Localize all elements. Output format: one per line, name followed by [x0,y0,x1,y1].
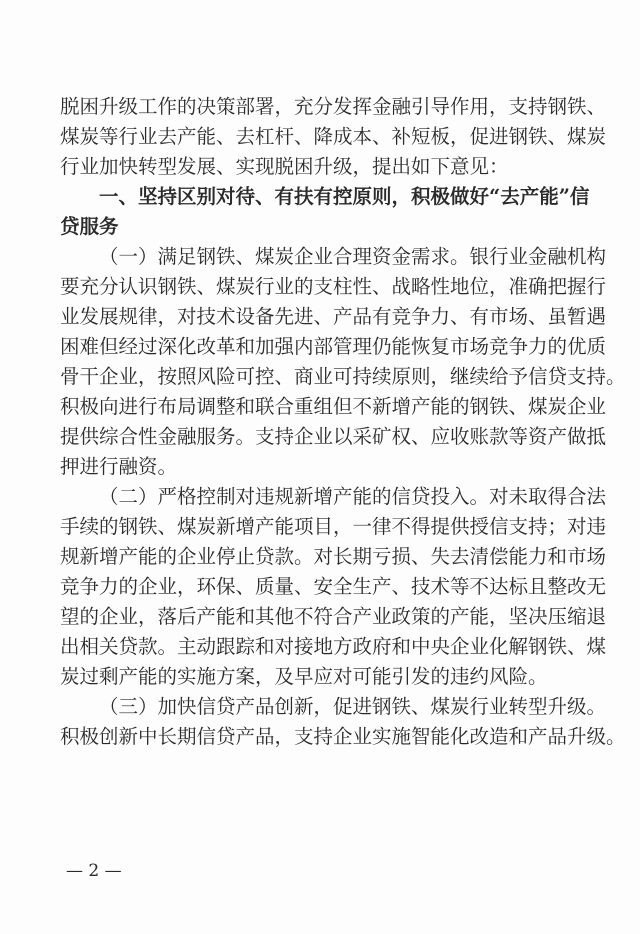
intro-paragraph [60,92,607,182]
text-line: 骨干企业，按照风险可控、商业可持续原则，继续给予信贷支持。 [60,365,626,388]
text-line: 困难但经过深化改革和加强内部管理仍能恢复市场竞争力的优质 [60,335,607,358]
item-1-paragraph [60,242,626,482]
text-line: （二）严格控制对违规新增产能的信贷投入。对未取得合法 [99,485,607,508]
text-line: 竞争力的企业，环保、质量、安全生产、技术等不达标且整改无 [60,575,607,598]
text-line: 规新增产能的企业停止贷款。对长期亏损、失去清偿能力和市场 [60,545,607,568]
text-line: 行业加快转型发展、实现脱困升级，提出如下意见： [60,155,509,178]
text-line: 提供综合性金融服务。支持企业以采矿权、应收账款等资产做抵 [60,425,607,448]
text-line: 煤炭等行业去产能、去杠杆、降成本、补短板，促进钢铁、煤炭 [60,125,607,148]
text-line: 脱困升级工作的决策部署，充分发挥金融引导作用，支持钢铁、 [60,95,607,118]
text-line: 手续的钢铁、煤炭新增产能项目，一律不得提供授信支持；对违 [60,515,607,538]
text-line: 要充分认识钢铁、煤炭行业的支柱性、战略性地位，准确把握行 [60,275,607,298]
text-line: 积极创新中长期信贷产品，支持企业实施智能化改造和产品升级。 [60,725,626,748]
text-line: （一）满足钢铁、煤炭企业合理资金需求。银行业金融机构 [99,245,607,268]
text-line: 炭过剩产能的实施方案，及早应对可能引发的违约风险。 [60,665,548,688]
text-line: 业发展规律，对技术设备先进、产品有竞争力、有市场、虽暂遇 [60,305,607,328]
item-3-paragraph [60,692,626,752]
page-number: — 2 — [66,861,122,881]
text-line: （三）加快信贷产品创新，促进钢铁、煤炭行业转型升级。 [99,695,607,718]
text-line: 望的企业，落后产能和其他不符合产业政策的产能，坚决压缩退 [60,605,607,628]
section-heading [60,182,590,242]
text-line: 出相关贷款。主动跟踪和对接地方政府和中央企业化解钢铁、煤 [60,635,607,658]
text-line: 积极向进行布局调整和联合重组但不新增产能的钢铁、煤炭企业 [60,395,607,418]
document-body [60,92,626,752]
text-line: 押进行融资。 [60,455,178,478]
section-heading-line: 一、坚持区别对待、有扶有控原则，积极做好“去产能”信 [99,185,590,208]
section-heading-line: 贷服务 [60,215,119,238]
item-2-paragraph [60,482,607,692]
